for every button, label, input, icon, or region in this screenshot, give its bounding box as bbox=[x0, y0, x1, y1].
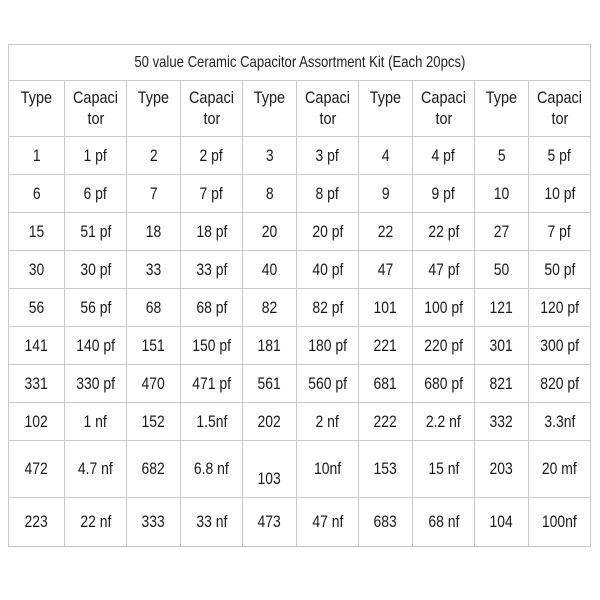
capacitance-cell bbox=[65, 365, 127, 403]
cell-text: 6.8 nf bbox=[194, 459, 229, 478]
type-cell bbox=[127, 137, 181, 175]
cell-text: 221 bbox=[373, 335, 398, 355]
type-cell bbox=[475, 327, 529, 365]
cell-text: 153 bbox=[373, 459, 398, 478]
capacitance-cell bbox=[181, 175, 243, 213]
header-text: Capaci bbox=[537, 88, 583, 107]
header-row bbox=[9, 81, 591, 137]
capacitance-cell bbox=[529, 137, 591, 175]
type-cell bbox=[243, 213, 297, 251]
type-cell bbox=[127, 251, 181, 289]
cell-text: 47 bbox=[377, 259, 394, 279]
cell-text: 7 bbox=[149, 183, 158, 203]
cell-text: 20 pf bbox=[311, 221, 344, 241]
capacitance-cell bbox=[65, 441, 127, 498]
table-row bbox=[9, 175, 591, 213]
capacitance-cell bbox=[65, 289, 127, 327]
capacitance-cell bbox=[181, 441, 243, 498]
type-cell bbox=[359, 403, 413, 441]
cell-text: 3.3nf bbox=[544, 411, 576, 431]
cell-text: 140 pf bbox=[76, 335, 115, 355]
capacitance-cell bbox=[65, 498, 127, 547]
cell-text: 10 bbox=[493, 183, 510, 203]
cell-text: 821 bbox=[489, 373, 514, 393]
capacitance-cell bbox=[65, 213, 127, 251]
capacitance-cell bbox=[181, 213, 243, 251]
type-cell bbox=[127, 289, 181, 327]
table-row bbox=[9, 289, 591, 327]
cell-text: 50 bbox=[493, 259, 510, 279]
header-type bbox=[243, 81, 297, 137]
table-row bbox=[9, 403, 591, 441]
type-cell bbox=[475, 365, 529, 403]
cell-text: 180 pf bbox=[308, 335, 347, 355]
header-text: Capaci bbox=[421, 88, 466, 107]
cell-text: 820 pf bbox=[540, 373, 579, 393]
cell-text: 681 bbox=[373, 373, 398, 393]
cell-text: 1.5nf bbox=[195, 411, 228, 431]
type-cell bbox=[359, 289, 413, 327]
type-cell bbox=[475, 441, 529, 498]
capacitance-cell bbox=[65, 327, 127, 365]
type-cell bbox=[127, 175, 181, 213]
type-cell bbox=[359, 498, 413, 547]
cell-text: 121 bbox=[489, 297, 514, 317]
type-cell bbox=[243, 403, 297, 441]
cell-text: 332 bbox=[489, 411, 514, 431]
capacitance-cell bbox=[65, 403, 127, 441]
capacitance-cell bbox=[297, 251, 359, 289]
cell-text: 683 bbox=[373, 512, 398, 531]
cell-text: 152 bbox=[141, 411, 166, 431]
header-type bbox=[9, 81, 65, 137]
cell-text: 220 pf bbox=[424, 335, 463, 355]
capacitance-cell bbox=[297, 175, 359, 213]
capacitance-cell bbox=[413, 441, 475, 498]
capacitance-cell bbox=[413, 213, 475, 251]
type-cell bbox=[359, 327, 413, 365]
cell-text: 682 bbox=[141, 459, 166, 478]
type-cell bbox=[359, 251, 413, 289]
cell-text: 15 nf bbox=[427, 459, 460, 478]
type-cell bbox=[475, 137, 529, 175]
cell-text: 33 pf bbox=[195, 259, 228, 279]
type-cell bbox=[475, 498, 529, 547]
cell-text: 181 bbox=[257, 335, 282, 355]
capacitance-cell bbox=[413, 251, 475, 289]
header-type bbox=[475, 81, 529, 137]
type-cell bbox=[127, 441, 181, 498]
header-text: tor bbox=[203, 109, 220, 128]
cell-text: 103 bbox=[257, 469, 282, 488]
cell-text: 1 bbox=[32, 145, 41, 165]
capacitor-kit-table bbox=[8, 44, 591, 547]
header-text: Type bbox=[137, 88, 170, 107]
cell-text: 330 pf bbox=[76, 373, 115, 393]
cell-text: 40 pf bbox=[311, 259, 344, 279]
type-cell bbox=[359, 175, 413, 213]
cell-text: 1 pf bbox=[83, 145, 108, 165]
cell-text: 331 bbox=[24, 373, 49, 393]
type-cell bbox=[475, 251, 529, 289]
cell-text: 9 bbox=[381, 183, 390, 203]
type-cell bbox=[243, 251, 297, 289]
header-text: tor bbox=[435, 109, 452, 128]
cell-text: 202 bbox=[257, 411, 282, 431]
cell-text: 333 bbox=[141, 512, 166, 531]
cell-text: 471 pf bbox=[192, 373, 231, 393]
cell-text: 68 pf bbox=[195, 297, 228, 317]
capacitance-cell bbox=[181, 498, 243, 547]
type-cell bbox=[475, 403, 529, 441]
cell-text: 150 pf bbox=[192, 335, 231, 355]
capacitance-cell bbox=[65, 251, 127, 289]
cell-text: 561 bbox=[257, 373, 282, 393]
capacitance-cell bbox=[65, 175, 127, 213]
cell-text: 10nf bbox=[313, 459, 342, 478]
cell-text: 6 pf bbox=[83, 183, 108, 203]
header-text: Capaci bbox=[305, 88, 350, 107]
capacitance-cell bbox=[297, 213, 359, 251]
cell-text: 4.7 nf bbox=[78, 459, 113, 478]
cell-text: 22 nf bbox=[79, 512, 112, 531]
cell-text: 51 pf bbox=[79, 221, 112, 241]
cell-text: 15 bbox=[28, 221, 45, 241]
cell-text: 30 bbox=[28, 259, 45, 279]
cell-text: 5 pf bbox=[547, 145, 572, 165]
cell-text: 680 pf bbox=[424, 373, 463, 393]
cell-text: 6 bbox=[32, 183, 41, 203]
cell-text: 22 bbox=[377, 221, 394, 241]
capacitance-cell bbox=[181, 137, 243, 175]
cell-text: 33 nf bbox=[195, 512, 228, 531]
capacitance-cell bbox=[529, 251, 591, 289]
type-cell bbox=[359, 137, 413, 175]
capacitance-cell bbox=[529, 365, 591, 403]
capacitance-cell bbox=[413, 289, 475, 327]
cell-text: 3 bbox=[265, 145, 274, 165]
cell-text: 8 bbox=[265, 183, 274, 203]
cell-text: 2.2 nf bbox=[426, 411, 461, 431]
capacitance-cell bbox=[297, 137, 359, 175]
cell-text: 7 pf bbox=[199, 183, 224, 203]
capacitance-cell bbox=[181, 403, 243, 441]
type-cell bbox=[9, 289, 65, 327]
cell-text: 7 pf bbox=[547, 221, 572, 241]
header-text: Type bbox=[485, 88, 518, 107]
cell-text: 300 pf bbox=[540, 335, 579, 355]
table-row bbox=[9, 327, 591, 365]
type-cell bbox=[243, 441, 297, 498]
capacitance-cell bbox=[181, 327, 243, 365]
capacitance-cell bbox=[529, 441, 591, 498]
cell-text: 203 bbox=[489, 459, 514, 478]
capacitance-cell bbox=[529, 213, 591, 251]
type-cell bbox=[127, 498, 181, 547]
capacitance-cell bbox=[529, 498, 591, 547]
cell-text: 100 pf bbox=[424, 297, 463, 317]
capacitance-cell bbox=[297, 289, 359, 327]
header-text: Capaci bbox=[73, 88, 118, 107]
header-capacitor bbox=[413, 81, 475, 137]
cell-text: 82 bbox=[261, 297, 278, 317]
capacitor-kit-table-frame bbox=[8, 44, 590, 536]
type-cell bbox=[243, 289, 297, 327]
capacitance-cell bbox=[413, 327, 475, 365]
capacitance-cell bbox=[181, 289, 243, 327]
capacitance-cell bbox=[181, 365, 243, 403]
type-cell bbox=[127, 403, 181, 441]
header-capacitor bbox=[181, 81, 243, 137]
cell-text: 22 pf bbox=[427, 221, 460, 241]
capacitance-cell bbox=[529, 175, 591, 213]
capacitance-cell bbox=[529, 289, 591, 327]
cell-text: 1 nf bbox=[83, 411, 108, 431]
cell-text: 5 bbox=[497, 145, 506, 165]
table-title-text: 50 value Ceramic Capacitor Assortment Kit (Each 20pcs) bbox=[133, 53, 466, 71]
cell-text: 473 bbox=[257, 512, 282, 531]
type-cell bbox=[475, 289, 529, 327]
cell-text: 9 pf bbox=[431, 183, 456, 203]
table-row bbox=[9, 441, 591, 498]
cell-text: 68 nf bbox=[427, 512, 460, 531]
cell-text: 20 bbox=[261, 221, 278, 241]
header-capacitor bbox=[297, 81, 359, 137]
type-cell bbox=[9, 441, 65, 498]
cell-text: 4 bbox=[381, 145, 390, 165]
header-text: Capaci bbox=[189, 88, 234, 107]
cell-text: 470 bbox=[141, 373, 166, 393]
capacitance-cell bbox=[529, 403, 591, 441]
cell-text: 151 bbox=[141, 335, 166, 355]
cell-text: 10 pf bbox=[544, 183, 576, 203]
cell-text: 141 bbox=[24, 335, 49, 355]
header-text: Type bbox=[369, 88, 402, 107]
header-type bbox=[359, 81, 413, 137]
cell-text: 68 bbox=[145, 297, 162, 317]
type-cell bbox=[9, 213, 65, 251]
table-row bbox=[9, 251, 591, 289]
type-cell bbox=[243, 327, 297, 365]
cell-text: 40 bbox=[261, 259, 278, 279]
cell-text: 18 pf bbox=[195, 221, 228, 241]
header-text: tor bbox=[551, 109, 568, 128]
type-cell bbox=[243, 137, 297, 175]
header-text: Type bbox=[253, 88, 286, 107]
cell-text: 47 nf bbox=[311, 512, 344, 531]
header-capacitor bbox=[65, 81, 127, 137]
type-cell bbox=[9, 365, 65, 403]
cell-text: 47 pf bbox=[427, 259, 460, 279]
cell-text: 472 bbox=[24, 459, 49, 478]
cell-text: 2 nf bbox=[315, 411, 340, 431]
cell-text: 560 pf bbox=[308, 373, 347, 393]
cell-text: 223 bbox=[24, 512, 49, 531]
capacitance-cell bbox=[297, 441, 359, 498]
capacitance-cell bbox=[413, 403, 475, 441]
capacitance-cell bbox=[297, 365, 359, 403]
header-text: Type bbox=[20, 88, 53, 107]
cell-text: 8 pf bbox=[315, 183, 340, 203]
cell-text: 56 pf bbox=[79, 297, 112, 317]
type-cell bbox=[127, 213, 181, 251]
cell-text: 33 bbox=[145, 259, 162, 279]
cell-text: 82 pf bbox=[311, 297, 344, 317]
capacitance-cell bbox=[413, 175, 475, 213]
cell-text: 301 bbox=[489, 335, 514, 355]
cell-text: 120 pf bbox=[540, 297, 579, 317]
capacitance-cell bbox=[297, 498, 359, 547]
cell-text: 4 pf bbox=[431, 145, 456, 165]
header-capacitor bbox=[529, 81, 591, 137]
type-cell bbox=[243, 498, 297, 547]
cell-text: 18 bbox=[145, 221, 162, 241]
type-cell bbox=[9, 251, 65, 289]
type-cell bbox=[9, 403, 65, 441]
table-row bbox=[9, 365, 591, 403]
header-text: tor bbox=[87, 109, 104, 128]
type-cell bbox=[475, 175, 529, 213]
capacitance-cell bbox=[529, 327, 591, 365]
type-cell bbox=[9, 327, 65, 365]
capacitance-cell bbox=[413, 365, 475, 403]
cell-text: 2 pf bbox=[199, 145, 224, 165]
cell-text: 27 bbox=[493, 221, 510, 241]
type-cell bbox=[359, 365, 413, 403]
header-text: tor bbox=[319, 109, 336, 128]
cell-text: 20 mf bbox=[542, 459, 577, 478]
cell-text: 104 bbox=[489, 512, 514, 531]
cell-text: 222 bbox=[373, 411, 398, 431]
cell-text: 3 pf bbox=[315, 145, 340, 165]
table-row bbox=[9, 137, 591, 175]
type-cell bbox=[127, 365, 181, 403]
capacitance-cell bbox=[65, 137, 127, 175]
capacitance-cell bbox=[181, 251, 243, 289]
capacitance-cell bbox=[413, 137, 475, 175]
capacitance-cell bbox=[297, 327, 359, 365]
table-title bbox=[9, 45, 591, 81]
capacitance-cell bbox=[413, 498, 475, 547]
cell-text: 101 bbox=[373, 297, 398, 317]
type-cell bbox=[9, 175, 65, 213]
table-row bbox=[9, 498, 591, 547]
table-row bbox=[9, 213, 591, 251]
type-cell bbox=[243, 365, 297, 403]
capacitance-cell bbox=[297, 403, 359, 441]
type-cell bbox=[9, 137, 65, 175]
type-cell bbox=[359, 213, 413, 251]
type-cell bbox=[127, 327, 181, 365]
cell-text: 50 pf bbox=[544, 259, 576, 279]
type-cell bbox=[243, 175, 297, 213]
header-type bbox=[127, 81, 181, 137]
type-cell bbox=[9, 498, 65, 547]
type-cell bbox=[359, 441, 413, 498]
cell-text: 56 bbox=[28, 297, 45, 317]
cell-text: 102 bbox=[24, 411, 49, 431]
cell-text: 2 bbox=[149, 145, 158, 165]
cell-text: 30 pf bbox=[79, 259, 112, 279]
type-cell bbox=[475, 213, 529, 251]
cell-text: 100nf bbox=[542, 512, 577, 531]
